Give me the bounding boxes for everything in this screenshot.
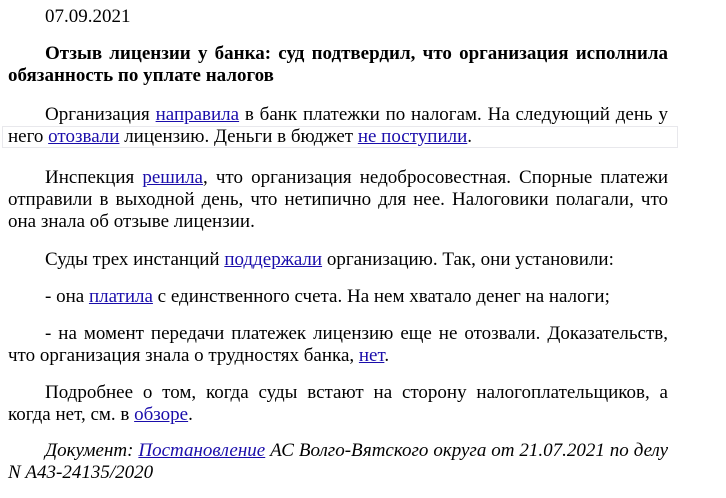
text: с единственного счета. На нем хватало денег на налоги; bbox=[152, 286, 610, 307]
link-postanovlenie[interactable]: Постановление bbox=[138, 440, 266, 461]
link-net[interactable]: нет bbox=[358, 345, 385, 366]
text: лицензию. Деньги в бюджет bbox=[119, 126, 358, 147]
link-reshila[interactable]: решила bbox=[142, 167, 203, 188]
text: - на момент передачи платежек лицензию еще не отозвали. Доказательств, что организация знала о трудностях банка, bbox=[8, 323, 668, 366]
text: - она bbox=[45, 286, 89, 307]
text: Суды трех инстанций bbox=[45, 249, 225, 270]
list-item-2 bbox=[8, 323, 668, 367]
text: в банк платежки по налогам. На следующий день у него bbox=[8, 104, 668, 147]
list-item-1 bbox=[8, 286, 668, 308]
paragraph-3 bbox=[8, 249, 668, 271]
document-date: 07.09.2021 bbox=[45, 6, 131, 27]
text: Инспекция bbox=[45, 167, 143, 188]
text: . bbox=[467, 126, 473, 147]
text: организацию. Так, они установили: bbox=[322, 249, 614, 270]
link-napravila[interactable]: направила bbox=[155, 104, 240, 125]
paragraph-more bbox=[8, 382, 668, 426]
link-podderzhali[interactable]: поддержали bbox=[224, 249, 323, 270]
text: Документ: bbox=[45, 440, 139, 461]
link-ne-postupili[interactable]: не поступили bbox=[357, 126, 468, 147]
document-source bbox=[8, 440, 668, 484]
text: . bbox=[384, 345, 390, 366]
text: Организация bbox=[45, 104, 156, 125]
text: АС Волго-Вятского округа от 21.07.2021 по делу N А43-24135/2020 bbox=[8, 440, 668, 483]
text: , что организация недобросовестная. Спорные платежи отправили в выходной день, что нетипично для нее. Налоговики полагали, что она знала об отзыве лицензии. bbox=[8, 167, 668, 232]
link-otozvali[interactable]: отозвали bbox=[48, 126, 120, 147]
text: Подробнее о том, когда суды встают на сторону налогоплательщиков, а когда нет, см. в bbox=[8, 382, 668, 425]
link-obzore[interactable]: обзоре bbox=[134, 404, 189, 425]
paragraph-1 bbox=[8, 104, 668, 148]
text: . bbox=[188, 404, 193, 425]
document-title: Отзыв лицензии у банка: суд подтвердил, что организация исполнила обязанность по уплате налогов bbox=[8, 43, 668, 86]
link-platila[interactable]: платила bbox=[88, 286, 153, 307]
paragraph-2 bbox=[8, 167, 668, 233]
